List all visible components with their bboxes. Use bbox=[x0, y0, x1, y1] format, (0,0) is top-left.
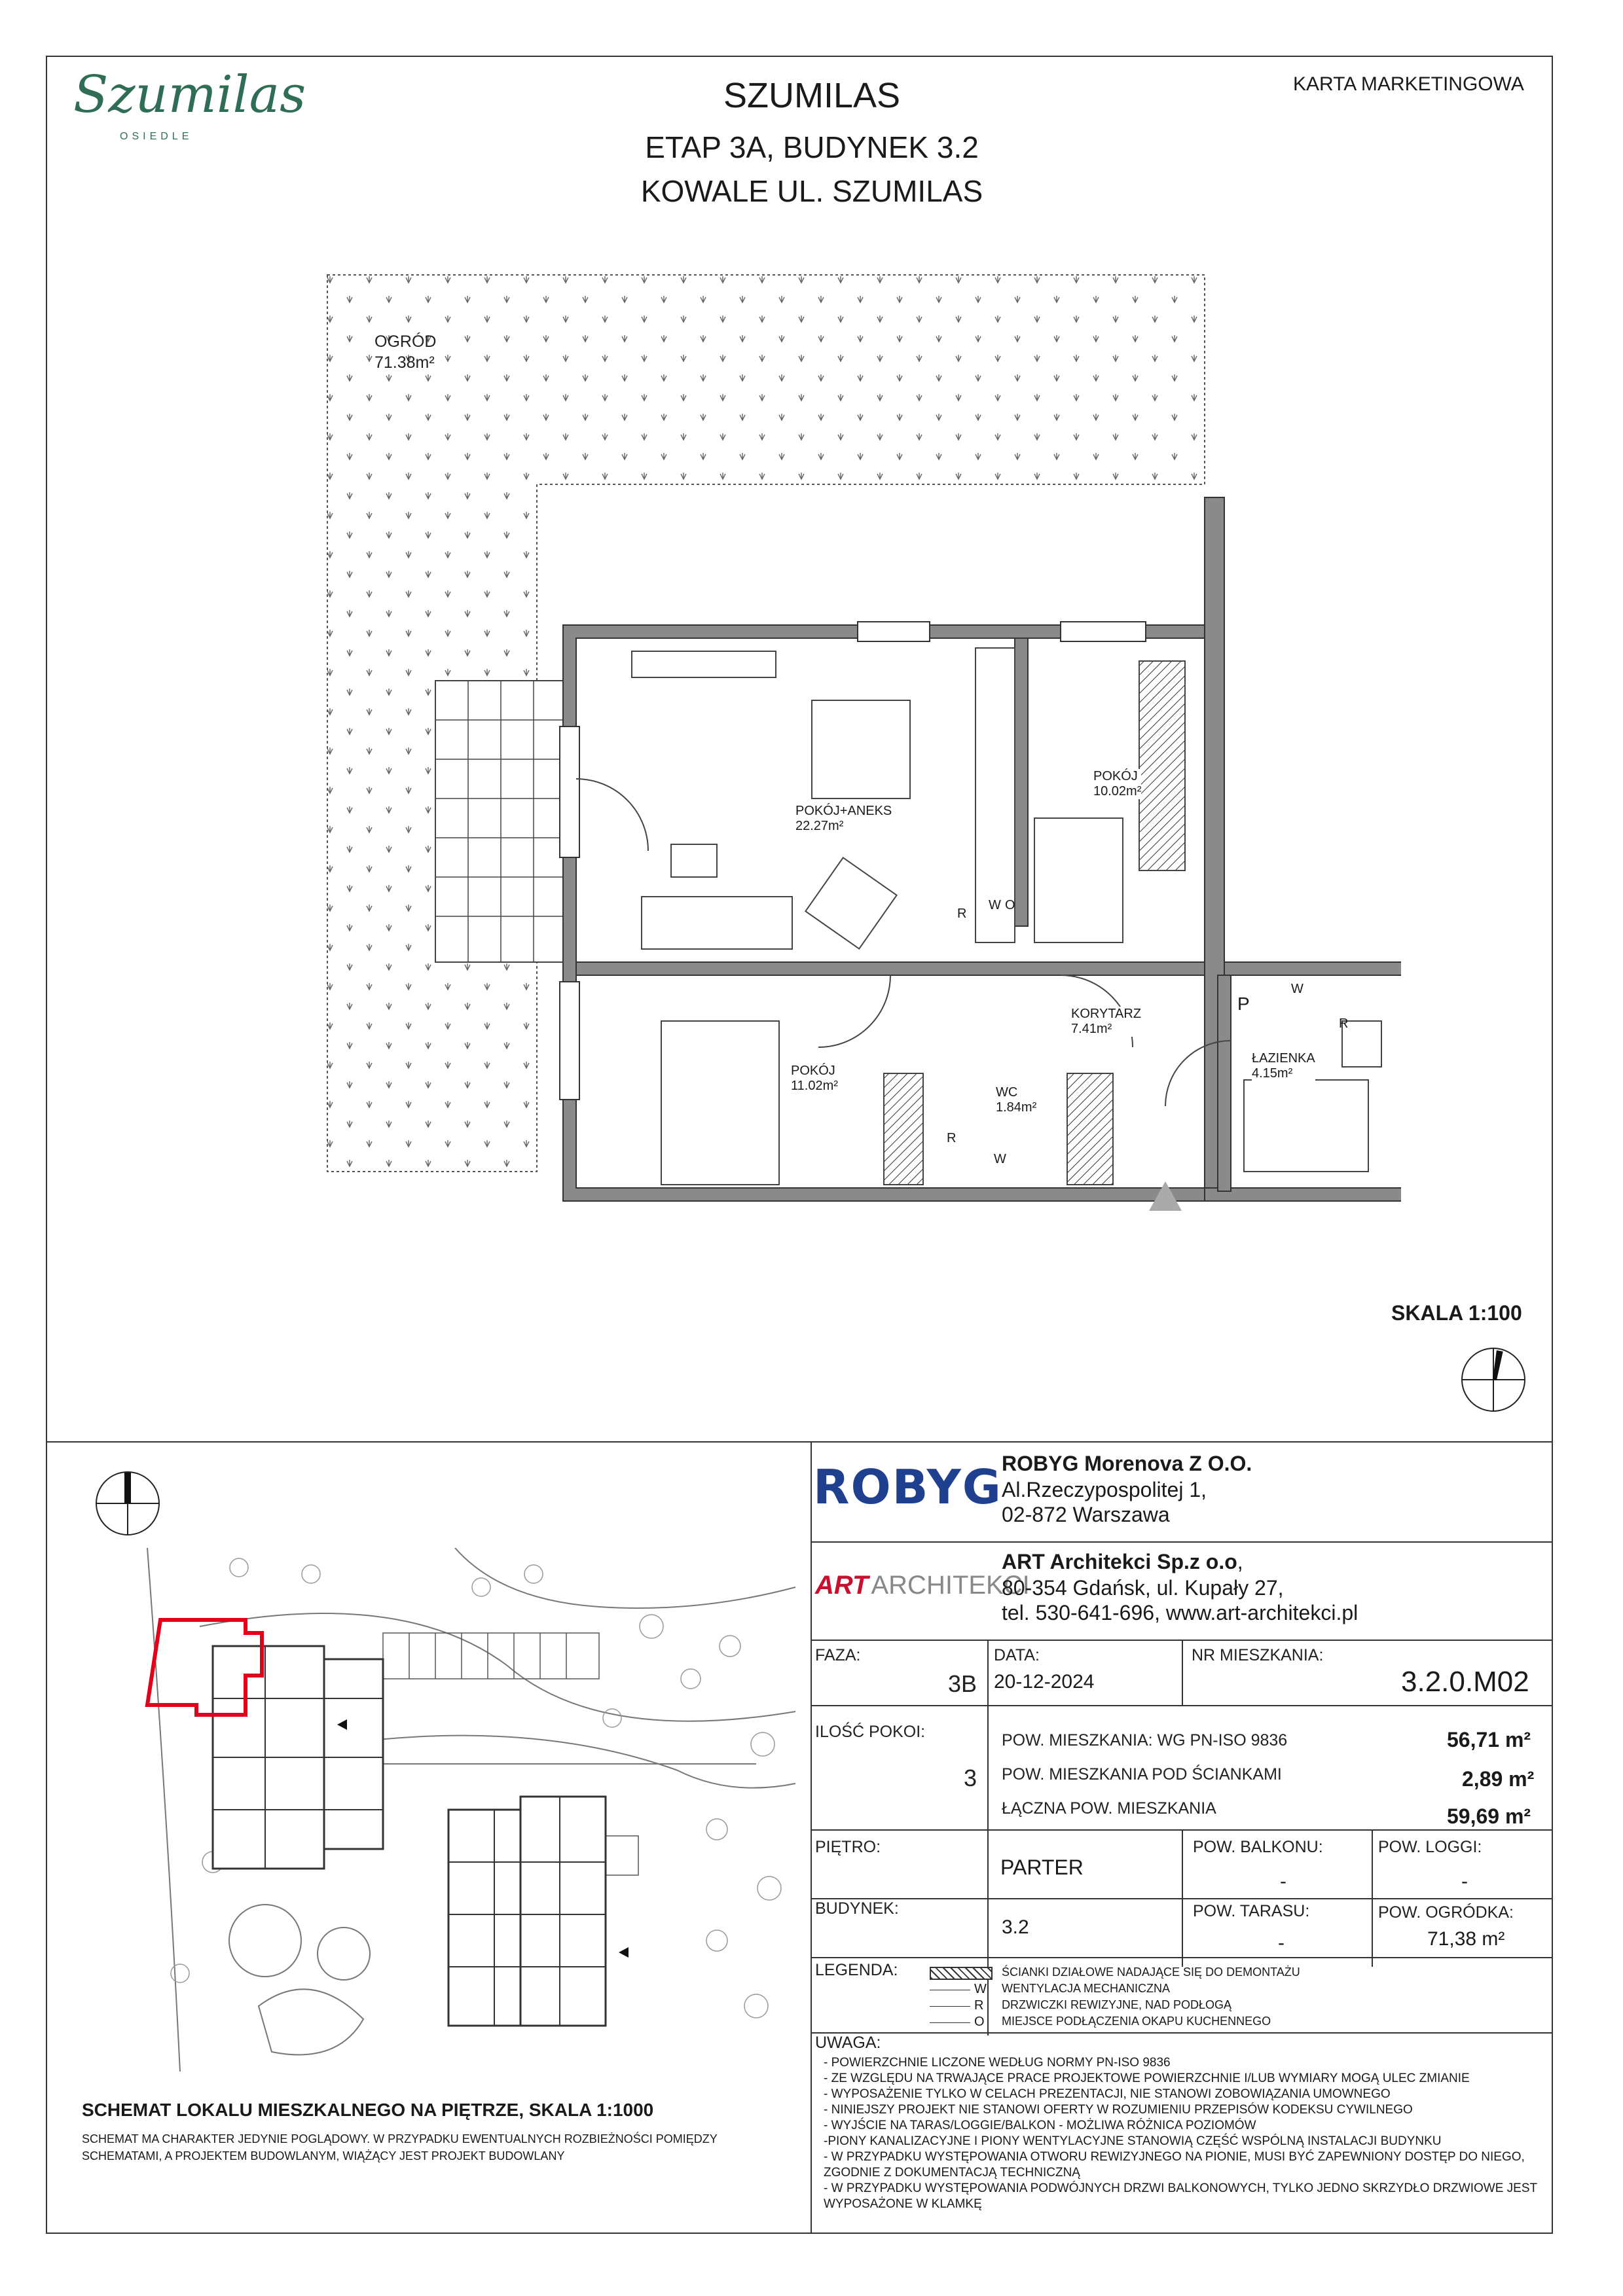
mark-w-bath: W bbox=[1291, 982, 1304, 996]
area3-label: ŁĄCZNA POW. MIESZKANIA bbox=[1002, 1799, 1216, 1818]
mark-w-kitchen: W bbox=[989, 898, 1001, 912]
mark-r-kitchen: R bbox=[957, 906, 967, 921]
developer-address-1: Al.Rzeczypospolitej 1, bbox=[1002, 1478, 1207, 1501]
developer-address-2: 02-872 Warszawa bbox=[1002, 1503, 1170, 1526]
room-bedroom-2: POKÓJ 11.02m² bbox=[791, 1064, 838, 1093]
legend-item-3: DRZWICZKI REWIZYJNE, NAD PODŁOGĄ bbox=[1002, 1998, 1232, 2011]
room-corridor: KORYTARZ 7.41m² bbox=[1071, 1007, 1142, 1036]
north-arrow-icon bbox=[1459, 1345, 1528, 1414]
architect-logo: ART ARCHITEKCI bbox=[815, 1571, 1030, 1600]
architect-address-1: 80-354 Gdańsk, ul. Kupały 27, bbox=[1002, 1576, 1284, 1600]
legend-line bbox=[930, 2022, 970, 2023]
faza-value: 3B bbox=[948, 1670, 977, 1697]
developer-name: ROBYG Morenova Z O.O. bbox=[1002, 1452, 1252, 1475]
doors bbox=[576, 779, 1231, 1106]
architect-name: ART Architekci Sp.z o.o, bbox=[1002, 1550, 1243, 1573]
legend-item-2: WENTYLACJA MECHANICZNA bbox=[1002, 1982, 1171, 1995]
legend-item-1: ŚCIANKI DZIAŁOWE NADAJĄCE SIĘ DO DEMONTAŻU bbox=[1002, 1965, 1300, 1979]
ogrodek-label: POW. OGRÓDKA: bbox=[1378, 1903, 1514, 1922]
legend-item-4: MIEJSCE PODŁĄCZENIA OKAPU KUCHENNEGO bbox=[1002, 2015, 1271, 2028]
legend-hatch-icon bbox=[930, 1967, 993, 1980]
mark-r-wc: R bbox=[947, 1131, 957, 1145]
nr-label: NR MIESZKANIA: bbox=[1192, 1646, 1324, 1664]
room-bathroom: ŁAZIENKA 4.15m² bbox=[1252, 1051, 1315, 1081]
legend-o-sym: O bbox=[974, 2015, 985, 2029]
area2-value: 2,89 m² bbox=[1462, 1767, 1535, 1791]
area3-value: 59,69 m² bbox=[1447, 1804, 1531, 1828]
legend-label: LEGENDA: bbox=[815, 1961, 898, 1979]
divider bbox=[1182, 1640, 1183, 1705]
site-plan-caption: SCHEMAT LOKALU MIESZKALNEGO NA PIĘTRZE, SKALA 1:1000 bbox=[82, 2100, 654, 2120]
pietro-label: PIĘTRO: bbox=[815, 1838, 881, 1856]
divider bbox=[811, 1541, 1553, 1543]
mark-w-wc: W bbox=[994, 1152, 1006, 1166]
taras-label: POW. TARASU: bbox=[1193, 1902, 1310, 1920]
card-type: KARTA MARKETINGOWA bbox=[1293, 73, 1524, 95]
project-stage: ETAP 3A, BUDYNEK 3.2 bbox=[645, 130, 979, 164]
site-plan-note-1: SCHEMAT MA CHARAKTER JEDYNIE POGLĄDOWY. W PRZYPADKU EWENTUALNYCH ROZBIEŻNOŚCI POMIĘDZY bbox=[82, 2132, 718, 2145]
mark-r-bath: R bbox=[1339, 1016, 1349, 1031]
project-title: SZUMILAS bbox=[723, 76, 901, 115]
section-divider bbox=[46, 1441, 1553, 1443]
divider bbox=[811, 1898, 1553, 1899]
site-plan-note-2: SCHEMATAMI, A PROJEKTEM BUDOWLANYM, WIĄŻĄCY JEST PROJEKT BUDOWLANY bbox=[82, 2149, 565, 2162]
divider bbox=[811, 1829, 1553, 1831]
loggia-label: POW. LOGGI: bbox=[1378, 1838, 1482, 1856]
site-plan-map bbox=[141, 1548, 802, 2072]
area2-label: POW. MIESZKANIA POD ŚCIANKAMI bbox=[1002, 1765, 1282, 1784]
data-label: DATA: bbox=[994, 1646, 1040, 1664]
terrace-tiles bbox=[435, 681, 566, 962]
area1-value: 56,71 m² bbox=[1447, 1728, 1531, 1751]
floor-plan bbox=[314, 268, 1401, 1250]
faza-label: FAZA: bbox=[815, 1646, 861, 1664]
szumilas-logo-sub: OSIEDLE bbox=[120, 131, 193, 142]
room-bedroom-1: POKÓJ 10.02m² bbox=[1093, 769, 1142, 798]
mark-p: P bbox=[1237, 994, 1250, 1014]
nr-value: 3.2.0.M02 bbox=[1401, 1666, 1529, 1698]
garden-label: OGRÓD bbox=[374, 332, 437, 351]
budynek-label: BUDYNEK: bbox=[815, 1899, 899, 1918]
legend-r-sym: R bbox=[974, 1998, 984, 2013]
column-divider bbox=[811, 1441, 812, 2234]
site-north-arrow-icon bbox=[92, 1467, 164, 1539]
pokoje-label: ILOŚĆ POKOI: bbox=[815, 1723, 926, 1741]
room-living: POKÓJ+ANEKS 22.27m² bbox=[795, 804, 892, 833]
pietro-value: PARTER bbox=[1000, 1856, 1084, 1879]
budynek-value: 3.2 bbox=[1002, 1916, 1029, 1938]
robyg-logo: ROBYG bbox=[813, 1460, 1002, 1515]
data-value: 20-12-2024 bbox=[994, 1671, 1095, 1693]
project-address: KOWALE UL. SZUMILAS bbox=[640, 174, 983, 208]
mark-o-kitchen: O bbox=[1005, 898, 1015, 912]
divider bbox=[811, 1957, 1553, 1958]
room-wc: WC 1.84m² bbox=[996, 1085, 1037, 1115]
area1-label: POW. MIESZKANIA: WG PN-ISO 9836 bbox=[1002, 1731, 1288, 1749]
architect-address-2: tel. 530-641-696, www.art-architekci.pl bbox=[1002, 1601, 1359, 1624]
walls bbox=[563, 497, 1401, 1201]
divider bbox=[811, 2032, 1553, 2034]
scale-label: SKALA 1:100 bbox=[1391, 1301, 1522, 1325]
divider bbox=[811, 1705, 1553, 1706]
garden-area-label: 71.38m² bbox=[374, 353, 435, 372]
uwaga-label: UWAGA: bbox=[815, 2034, 881, 2052]
taras-value: - bbox=[1278, 1932, 1285, 1954]
legend-w-sym: W bbox=[974, 1982, 987, 1996]
legend-line bbox=[930, 2006, 970, 2007]
ogrodek-value: 71,38 m² bbox=[1427, 1928, 1505, 1950]
windows bbox=[560, 622, 1146, 1100]
balkon-value: - bbox=[1280, 1871, 1286, 1892]
szumilas-logo: Szumilas bbox=[73, 65, 306, 124]
balkon-label: POW. BALKONU: bbox=[1193, 1838, 1323, 1856]
loggia-value: - bbox=[1461, 1871, 1468, 1892]
uwaga-notes: - POWIERZCHNIE LICZONE WEDŁUG NORMY PN-ISO 9836 - ZE WZGLĘDU NA TRWAJĄCE PRACE PROJEKTOWE POWIERZCHNIE I/LUB WYMIARY MOGĄ ULEC ZMIANIE - WYPOSAŻENIE TYLKO W CELACH PREZENTACJI, NIE STANOWI ZOBOWIĄZANIA UMOWNEGO - NINIEJSZY PROJEKT NIE STANOWI OFERTY W ROZUMIENIU PRZEPISÓW KODEKSU CYWILNEGO - WYJŚCIE NA TARAS/LOGGIE/BALKON - MOŻLIWA RÓŻNICA POZIOMÓW -PIONY KANALIZACYJNE I PIONY WENTYLACYJNE STANOWIĄ CZĘŚĆ WSPÓLNĄ INSTALACJI BUDYNKU - W PRZYPADKU WYSTĘPOWANIA OTWORU REWIZYJNEGO NA PIONIE, MUSI BYĆ ZAPEWNIONY DOSTĘP DO NIEGO, ZGODNIE Z DOKUMENTACJĄ TECHNICZNĄ - W PRZYPADKU WYSTĘPOWANIA PODWÓJNYCH DRZWI BALKONOWYCH, TYLKO JEDNO SKRZYDŁO DRZWIOWE JEST WYPOSAŻONE W KLAMKĘ bbox=[824, 2056, 1538, 2211]
pokoje-value: 3 bbox=[964, 1765, 977, 1791]
